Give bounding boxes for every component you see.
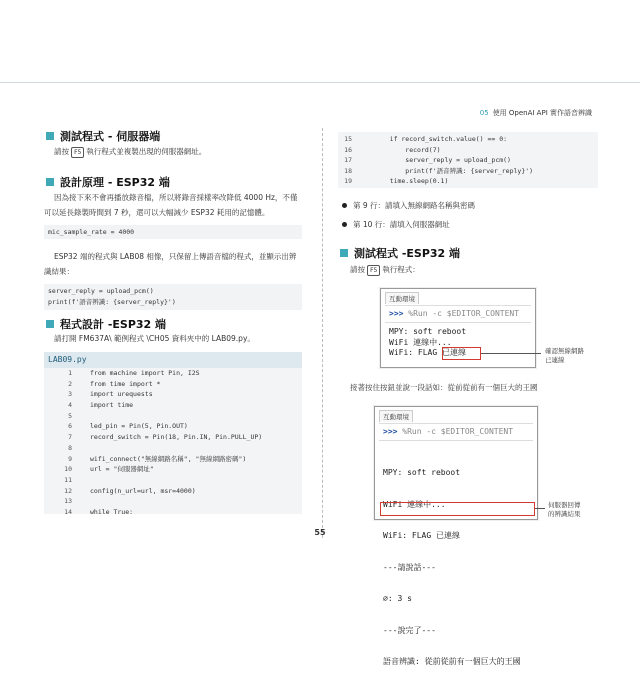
code-text: if record_switch.value() == 0: [374, 135, 508, 143]
line-number: 19 [344, 177, 352, 185]
code-line [44, 454, 302, 465]
shell-command: >>> %Run -c $EDITOR_CONTENT [389, 309, 520, 318]
callout-recognition-result: 伺服器回傳 的辨識結果 [548, 501, 581, 518]
line-number: 1 [68, 369, 72, 377]
code-text: url = "伺服器網址" [90, 465, 154, 474]
code-line [44, 421, 302, 432]
code-print-reply: server_reply = upload_pcm() print(f'語音辨識: {server_reply}') [44, 284, 302, 310]
design-paragraph-1: 因為接下來不會再播放錄音檔，所以將錄音採樣率改降低 4000 Hz，不僅 [54, 193, 298, 202]
open-lab09-instruction: 請打開 FM637A\ 範例程式 \CH05 資料夾中的 LAB09.py。 [54, 334, 255, 343]
code-line [44, 400, 302, 411]
highlight-box-result [380, 502, 535, 516]
bullet-line-10: 第 10 行：請填入伺服器網址 [342, 219, 450, 230]
section-heading-server-test: 測試程式 - 伺服器端 [46, 128, 160, 144]
bullet-dot-icon [342, 203, 347, 208]
code-line [44, 432, 302, 443]
section-heading-esp32-test: 測試程式 -ESP32 端 [340, 245, 460, 261]
section-heading-esp32-design: 程式設計 -ESP32 端 [46, 316, 166, 332]
design-paragraph-3: ESP32 端的程式與 LAB08 相像，只保留上傳語音檔的程式，並顯示出辨 [54, 252, 297, 261]
code-listing-continued [338, 132, 598, 188]
line-number: 4 [68, 401, 72, 410]
running-head [480, 108, 592, 118]
code-text: config(n_url=url, msr=4000) [90, 486, 196, 495]
code-text: time.sleep(0.1) [374, 177, 449, 185]
code-line [44, 368, 302, 379]
code-line [338, 134, 598, 145]
line-number: 10 [64, 465, 72, 474]
heading-square-icon [46, 320, 54, 328]
callout-leader-line [535, 508, 545, 509]
code-text: import time [90, 401, 134, 410]
code-text: server_reply = upload_pcm() [374, 156, 511, 164]
speak-instruction: 接著按住按鈕並說一段話如：從前從前有一個巨大的王國 [350, 383, 538, 392]
code-line [338, 176, 598, 187]
highlight-box-connected [442, 347, 481, 360]
line-number: 13 [64, 497, 72, 506]
column-divider [322, 128, 323, 538]
line-number: 17 [344, 156, 352, 164]
code-text: from time import * [90, 379, 161, 388]
code-text: from machine import Pin, I2S [90, 369, 200, 377]
section-heading-design: 設計原理 - ESP32 端 [46, 174, 170, 190]
heading-square-icon [340, 249, 348, 257]
f5-key-icon: F5 [71, 147, 84, 158]
code-text: print(f'語音辨識: {server_reply}') [374, 166, 534, 175]
bullet-dot-icon [342, 222, 347, 227]
page-number: 55 [314, 528, 326, 537]
shell-tab: 互動環境 [385, 292, 419, 304]
line-number: 6 [68, 422, 72, 431]
code-text: led_pin = Pin(5, Pin.OUT) [90, 422, 188, 431]
heading-square-icon [46, 178, 54, 186]
code-text: record_switch = Pin(18, Pin.IN, Pin.PULL_UP) [90, 433, 263, 442]
line-number: 9 [68, 454, 72, 463]
shell-command: >>> %Run -c $EDITOR_CONTENT [383, 427, 514, 436]
code-line [44, 486, 302, 497]
bullet-line-9: 第 9 行：請填入無線網路名稱與密碼 [342, 200, 475, 211]
top-rule [0, 82, 640, 83]
shell-output: MPY: soft reboot WiFi 連線中... WiFi: FLAG 已連線 [389, 327, 467, 357]
design-paragraph-2: 可以延長錄製時間到 7 秒，還可以大幅減少 ESP32 耗用的記憶體。 [44, 208, 270, 217]
f5-key-icon: F5 [367, 265, 380, 276]
run-instruction: 請按 F5 執行程式： [350, 265, 420, 274]
line-number: 2 [68, 379, 72, 388]
code-line [44, 389, 302, 400]
code-line [44, 496, 302, 507]
shell-output: MPY: soft reboot WiFi 連線中... WiFi: FLAG 已連線 ---請說話--- ⌀: 3 s ---說完了--- 語音辨識: 從前從前有一個巨大的王國 [383, 468, 521, 666]
code-text: record(7) [374, 145, 441, 154]
chapter-number: 05 [479, 109, 489, 117]
line-number: 5 [68, 411, 72, 420]
line-number: 11 [64, 475, 72, 484]
code-text: import urequests [90, 390, 153, 399]
code-line [338, 145, 598, 156]
code-sample-rate: mic_sample_rate = 4000 [44, 225, 302, 239]
line-number: 14 [64, 507, 72, 516]
line-number: 15 [344, 135, 352, 143]
line-number: 3 [68, 390, 72, 399]
chapter-title: 使用 OpenAI API 實作語音辨識 [492, 109, 592, 117]
line-number: 18 [344, 166, 352, 175]
code-listing-lab09 [44, 368, 302, 514]
line-number: 8 [68, 443, 72, 452]
code-text: wifi_connect("無線網路名稱", "無線網路密碼") [90, 454, 247, 463]
code-line [44, 379, 302, 390]
code-line [44, 411, 302, 422]
callout-wifi-connected: 確認無線網路 已連線 [545, 347, 584, 364]
listing-title: LAB09.py [44, 352, 302, 368]
line-number: 7 [68, 433, 72, 442]
code-line [338, 155, 598, 166]
shell-tab: 互動環境 [379, 410, 413, 422]
code-line [44, 475, 302, 486]
code-line [44, 443, 302, 454]
design-paragraph-4: 識結果： [44, 267, 74, 276]
code-line [44, 507, 302, 518]
code-line [338, 166, 598, 177]
callout-leader-line [481, 353, 541, 354]
line-number: 12 [64, 486, 72, 495]
code-line [44, 464, 302, 475]
line-number: 16 [344, 145, 352, 154]
heading-square-icon [46, 132, 54, 140]
server-test-instruction: 請按 F5 執行程式並複製出現的伺服器網址。 [54, 147, 207, 156]
code-text: while True: [90, 507, 134, 516]
